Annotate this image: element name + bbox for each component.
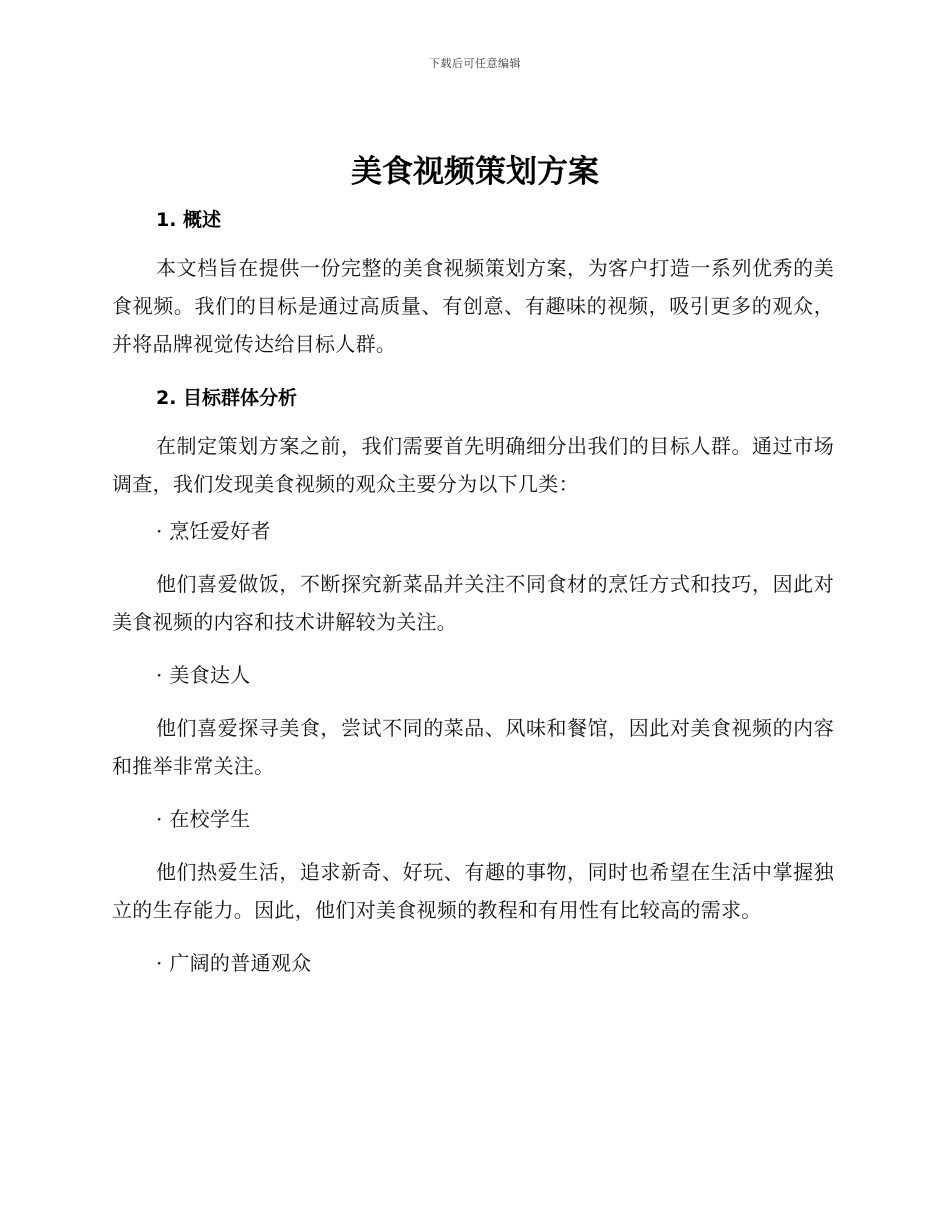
document-body (112, 200, 834, 982)
section-heading-overview: 1. 概述 (156, 209, 222, 231)
section-heading-audience: 2. 目标群体分析 (156, 387, 298, 409)
bullet-general-audience: · 广阔的普通观众 (156, 951, 312, 975)
bullet-cooking-enthusiasts: · 烹饪爱好者 (156, 519, 271, 543)
header-note: 下载后可任意编辑 (429, 57, 521, 70)
document-title: 美食视频策划方案 (351, 154, 599, 190)
food-experts-description: 他们喜爱探寻美食，尝试不同的菜品、风味和餐馆，因此对美食视频的内容和推举非常关注。 (112, 716, 834, 778)
overview-paragraph: 本文档旨在提供一份完整的美食视频策划方案，为客户打造一系列优秀的美食视频。我们的目标是通过高质量、有创意、有趣味的视频，吸引更多的观众，并将品牌视觉传达给目标人群。 (112, 256, 834, 356)
bullet-food-experts: · 美食达人 (156, 663, 251, 687)
students-description: 他们热爱生活，追求新奇、好玩、有趣的事物，同时也希望在生活中掌握独立的生存能力。因此，他们对美食视频的教程和有用性有比较高的需求。 (112, 860, 834, 922)
bullet-students: · 在校学生 (156, 807, 251, 831)
audience-intro-paragraph: 在制定策划方案之前，我们需要首先明确细分出我们的目标人群。通过市场调查，我们发现美食视频的观众主要分为以下几类： (112, 434, 834, 496)
cooking-enthusiasts-description: 他们喜爱做饭，不断探究新菜品并关注不同食材的烹饪方式和技巧，因此对美食视频的内容和技术讲解较为关注。 (112, 572, 834, 634)
